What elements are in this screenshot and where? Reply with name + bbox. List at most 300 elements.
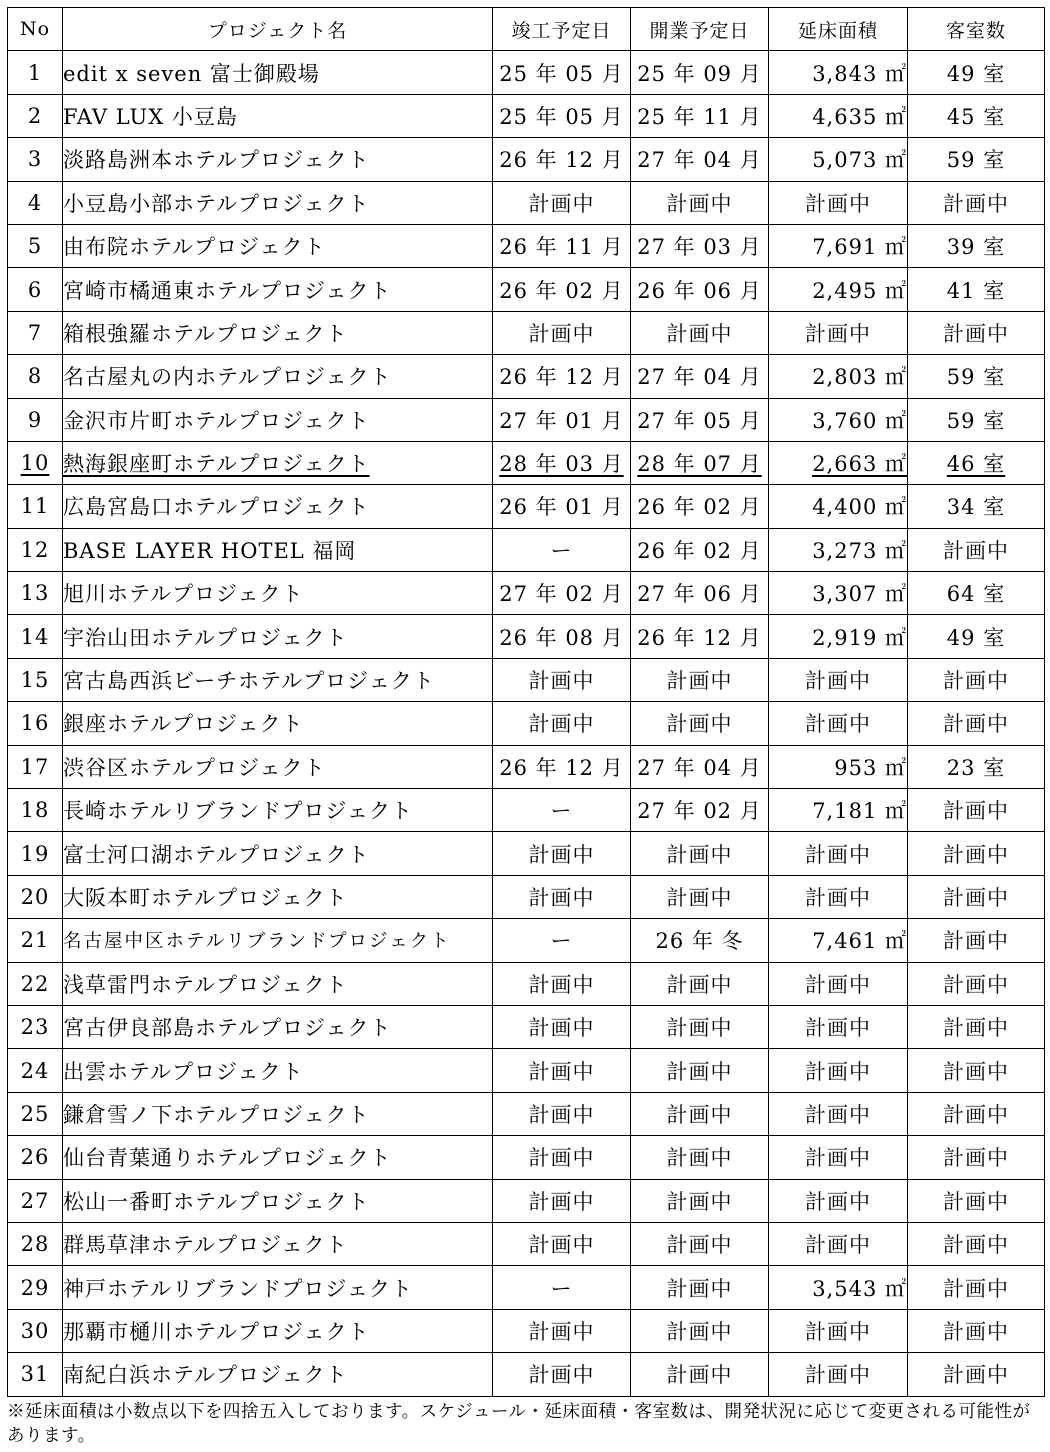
cell-room-count: 41 室 [908, 268, 1045, 311]
header-room-count: 客室数 [908, 8, 1045, 51]
cell-completion-date-text: 28 年 03 月 [499, 452, 624, 477]
floor-area-value: 計画中 [805, 1189, 871, 1214]
cell-no: 4 [8, 181, 63, 224]
floor-area-value: 計画中 [805, 1102, 871, 1127]
cell-no: 30 [8, 1309, 63, 1352]
cell-project-name: 宮古伊良部島ホテルプロジェクト [63, 1005, 493, 1048]
floor-area-value-wrap [805, 1060, 871, 1084]
cell-room-count: 計画中 [908, 1353, 1045, 1396]
cell-no: 17 [8, 745, 63, 788]
cell-no: 23 [8, 1005, 63, 1048]
cell-completion-date: 計画中 [493, 1049, 631, 1092]
cell-opening-date: 計画中 [631, 1179, 769, 1222]
table-row [8, 1353, 1045, 1396]
cell-project-name: 群馬草津ホテルプロジェクト [63, 1222, 493, 1265]
table-row [8, 268, 1045, 311]
cell-opening-date: 26 年 冬 [631, 919, 769, 962]
table-row [8, 441, 1045, 484]
floor-area-value: 2,919 [812, 625, 878, 650]
cell-project-name: 宮古島西浜ビーチホテルプロジェクト [63, 658, 493, 701]
square-meter-unit: ㎡ [885, 365, 907, 390]
floor-area-value-wrap [805, 1146, 871, 1170]
square-meter-unit: ㎡ [885, 625, 907, 650]
square-meter-unit: ㎡ [885, 278, 907, 303]
cell-room-count: 23 室 [908, 745, 1045, 788]
cell-completion-date: 25 年 05 月 [493, 51, 631, 94]
cell-completion-date: 計画中 [493, 832, 631, 875]
floor-area-value-wrap [812, 539, 907, 563]
cell-floor-area [769, 919, 908, 962]
floor-area-value: 計画中 [805, 669, 871, 694]
table-row [8, 181, 1045, 224]
table-row [8, 789, 1045, 832]
cell-project-name: 出雲ホテルプロジェクト [63, 1049, 493, 1092]
cell-floor-area [769, 572, 908, 615]
floor-area-value-wrap [805, 712, 871, 736]
floor-area-value: 計画中 [805, 1146, 871, 1171]
cell-opening-date: 26 年 02 月 [631, 485, 769, 528]
table-row [8, 1309, 1045, 1352]
floor-area-value: 計画中 [805, 972, 871, 997]
table-row [8, 919, 1045, 962]
cell-room-count: 計画中 [908, 1136, 1045, 1179]
cell-project-name: 由布院ホテルプロジェクト [63, 224, 493, 267]
cell-room-count: 計画中 [908, 1266, 1045, 1309]
cell-opening-date: 計画中 [631, 702, 769, 745]
cell-room-count: 49 室 [908, 51, 1045, 94]
floor-area-value-wrap [812, 235, 907, 259]
cell-completion-date: 計画中 [493, 1309, 631, 1352]
cell-opening-date: 計画中 [631, 1049, 769, 1092]
cell-project-name: 南紀白浜ホテルプロジェクト [63, 1353, 493, 1396]
cell-room-count: 計画中 [908, 919, 1045, 962]
table-row [8, 224, 1045, 267]
cell-opening-date: 計画中 [631, 1092, 769, 1135]
cell-no: 14 [8, 615, 63, 658]
table-row [8, 1222, 1045, 1265]
table-row [8, 1005, 1045, 1048]
floor-area-value: 計画中 [805, 712, 871, 737]
header-completion-date: 竣工予定日 [493, 8, 631, 51]
cell-project-name: 渋谷区ホテルプロジェクト [63, 745, 493, 788]
cell-project-name: 宮崎市橘通東ホテルプロジェクト [63, 268, 493, 311]
table-body [8, 51, 1045, 1396]
cell-completion-date: 計画中 [493, 1222, 631, 1265]
square-meter-unit: ㎡ [885, 1276, 907, 1301]
cell-opening-date: 計画中 [631, 1136, 769, 1179]
cell-opening-date: 27 年 05 月 [631, 398, 769, 441]
floor-area-value-wrap [812, 148, 907, 172]
cell-completion-date: 計画中 [493, 1005, 631, 1048]
cell-floor-area [769, 1266, 908, 1309]
cell-no: 20 [8, 875, 63, 918]
floor-area-value-wrap [805, 1233, 871, 1257]
floor-area-value-wrap [834, 756, 907, 780]
cell-opening-date: 25 年 11 月 [631, 94, 769, 137]
cell-opening-date: 27 年 02 月 [631, 789, 769, 832]
cell-floor-area [769, 789, 908, 832]
cell-floor-area [769, 1309, 908, 1352]
cell-completion-date: 計画中 [493, 962, 631, 1005]
cell-project-name: 箱根強羅ホテルプロジェクト [63, 311, 493, 354]
cell-completion-date: 計画中 [493, 875, 631, 918]
floor-area-value-wrap [805, 192, 871, 216]
cell-no: 24 [8, 1049, 63, 1092]
cell-project-name: 富士河口湖ホテルプロジェクト [63, 832, 493, 875]
cell-opening-date: 計画中 [631, 832, 769, 875]
cell-no: 9 [8, 398, 63, 441]
square-meter-unit: ㎡ [885, 582, 907, 607]
table-row [8, 1092, 1045, 1135]
cell-opening-date: 26 年 12 月 [631, 615, 769, 658]
square-meter-unit: ㎡ [885, 104, 907, 129]
floor-area-value-wrap [812, 495, 907, 519]
floor-area-value: 7,181 [812, 799, 878, 824]
cell-completion-date: 計画中 [493, 1179, 631, 1222]
cell-completion-date: 26 年 12 月 [493, 355, 631, 398]
floor-area-value: 計画中 [805, 1363, 871, 1388]
cell-floor-area [769, 268, 908, 311]
cell-project-name: 小豆島小部ホテルプロジェクト [63, 181, 493, 224]
cell-no: 31 [8, 1353, 63, 1396]
cell-opening-date: 計画中 [631, 181, 769, 224]
cell-floor-area [769, 1005, 908, 1048]
square-meter-unit: ㎡ [885, 235, 907, 260]
cell-no: 8 [8, 355, 63, 398]
cell-floor-area [769, 94, 908, 137]
cell-floor-area [769, 1353, 908, 1396]
square-meter-unit: ㎡ [885, 929, 907, 954]
cell-room-count: 計画中 [908, 875, 1045, 918]
floor-area-value: 計画中 [805, 1016, 871, 1041]
cell-completion-date: 27 年 01 月 [493, 398, 631, 441]
header-no: No [8, 8, 63, 51]
floor-area-value-wrap [812, 62, 907, 86]
floor-area-value-wrap [805, 1190, 871, 1214]
cell-project-name: 長崎ホテルリブランドプロジェクト [63, 789, 493, 832]
table-row [8, 615, 1045, 658]
cell-room-count: 59 室 [908, 355, 1045, 398]
cell-room-count: 計画中 [908, 528, 1045, 571]
floor-area-value-wrap [812, 279, 907, 303]
cell-opening-date: 27 年 04 月 [631, 745, 769, 788]
cell-no: 28 [8, 1222, 63, 1265]
floor-area-value-wrap [812, 1277, 907, 1301]
cell-room-count: 計画中 [908, 1049, 1045, 1092]
floor-area-value-wrap [805, 1016, 871, 1040]
cell-floor-area [769, 832, 908, 875]
cell-floor-area [769, 398, 908, 441]
floor-area-value: 3,843 [812, 61, 878, 86]
cell-room-count: 39 室 [908, 224, 1045, 267]
table-row [8, 485, 1045, 528]
cell-project-name: 松山一番町ホテルプロジェクト [63, 1179, 493, 1222]
floor-area-value: 計画中 [805, 842, 871, 867]
cell-floor-area [769, 441, 908, 484]
cell-no: 3 [8, 138, 63, 181]
floor-area-value: 計画中 [805, 1319, 871, 1344]
cell-room-count: 45 室 [908, 94, 1045, 137]
cell-opening-date: 27 年 04 月 [631, 138, 769, 181]
cell-project-name: 宇治山田ホテルプロジェクト [63, 615, 493, 658]
cell-floor-area [769, 702, 908, 745]
cell-project-name: 広島宮島口ホテルプロジェクト [63, 485, 493, 528]
cell-no: 1 [8, 51, 63, 94]
cell-room-count-text: 46 室 [946, 452, 1006, 477]
cell-completion-date: 25 年 05 月 [493, 94, 631, 137]
cell-opening-date: 25 年 09 月 [631, 51, 769, 94]
cell-no: 16 [8, 702, 63, 745]
floor-area-value-wrap [812, 626, 907, 650]
floor-area-value: 3,543 [812, 1276, 878, 1301]
cell-project-name: 金沢市片町ホテルプロジェクト [63, 398, 493, 441]
cell-room-count: 計画中 [908, 1309, 1045, 1352]
cell-room-count: 49 室 [908, 615, 1045, 658]
cell-no: 27 [8, 1179, 63, 1222]
cell-no: 19 [8, 832, 63, 875]
cell-opening-date: 26 年 02 月 [631, 528, 769, 571]
cell-project-name: 鎌倉雪ノ下ホテルプロジェクト [63, 1092, 493, 1135]
floor-area-value: 7,461 [812, 929, 878, 954]
cell-opening-date: 計画中 [631, 1353, 769, 1396]
cell-opening-date: 27 年 04 月 [631, 355, 769, 398]
cell-room-count: 計画中 [908, 702, 1045, 745]
table-row [8, 658, 1045, 701]
table-row [8, 1179, 1045, 1222]
floor-area-value-wrap [812, 409, 907, 433]
cell-floor-area [769, 181, 908, 224]
floor-area-value: 953 [834, 755, 878, 780]
cell-completion-date: ー [493, 919, 631, 962]
cell-room-count: 64 室 [908, 572, 1045, 615]
cell-project-name: 旭川ホテルプロジェクト [63, 572, 493, 615]
table-header-row [8, 8, 1045, 51]
header-opening-date: 開業予定日 [631, 8, 769, 51]
floor-area-value: 2,495 [812, 278, 878, 303]
floor-area-value-wrap [805, 1103, 871, 1127]
cell-opening-date [631, 441, 769, 484]
cell-project-name: 大阪本町ホテルプロジェクト [63, 875, 493, 918]
cell-floor-area [769, 528, 908, 571]
cell-room-count: 計画中 [908, 1005, 1045, 1048]
header-floor-area: 延床面積 [769, 8, 908, 51]
cell-project-name: BASE LAYER HOTEL 福岡 [63, 528, 493, 571]
cell-floor-area [769, 311, 908, 354]
header-project-name: プロジェクト名 [63, 8, 493, 51]
cell-opening-date: 27 年 03 月 [631, 224, 769, 267]
square-meter-unit: ㎡ [885, 755, 907, 780]
cell-opening-date-text: 28 年 07 月 [637, 452, 762, 477]
cell-opening-date: 27 年 06 月 [631, 572, 769, 615]
floor-area-value-wrap [812, 582, 907, 606]
cell-no: 18 [8, 789, 63, 832]
floor-area-value: 計画中 [805, 886, 871, 910]
cell-room-count: 59 室 [908, 138, 1045, 181]
floor-area-value-wrap [805, 1320, 871, 1344]
floor-area-value-wrap [812, 105, 907, 129]
cell-floor-area [769, 745, 908, 788]
table-row [8, 572, 1045, 615]
floor-area-value-wrap [805, 1363, 871, 1387]
square-meter-unit: ㎡ [885, 799, 907, 824]
cell-opening-date: 計画中 [631, 311, 769, 354]
cell-project-name: 銀座ホテルプロジェクト [63, 702, 493, 745]
floor-area-value: 3,273 [812, 538, 878, 563]
cell-no: 21 [8, 919, 63, 962]
hotel-project-table [7, 7, 1045, 1397]
table-row [8, 94, 1045, 137]
cell-floor-area [769, 658, 908, 701]
floor-area-value: 計画中 [805, 321, 871, 346]
table-row [8, 51, 1045, 94]
cell-opening-date: 計画中 [631, 658, 769, 701]
table-row [8, 311, 1045, 354]
cell-completion-date: 計画中 [493, 658, 631, 701]
table-row [8, 702, 1045, 745]
square-meter-unit: ㎡ [885, 61, 907, 86]
cell-floor-area [769, 615, 908, 658]
cell-completion-date: 計画中 [493, 1092, 631, 1135]
cell-completion-date: 26 年 12 月 [493, 138, 631, 181]
cell-floor-area [769, 1092, 908, 1135]
cell-project-name: 淡路島洲本ホテルプロジェクト [63, 138, 493, 181]
cell-floor-area [769, 138, 908, 181]
cell-room-count: 計画中 [908, 311, 1045, 354]
cell-project-name-text: 熱海銀座町ホテルプロジェクト [63, 452, 370, 477]
floor-area-value: 3,307 [812, 582, 878, 607]
cell-no: 11 [8, 485, 63, 528]
cell-project-name: 名古屋中区ホテルリブランドプロジェクト [63, 919, 493, 962]
cell-no: 29 [8, 1266, 63, 1309]
cell-completion-date: 計画中 [493, 1136, 631, 1179]
floor-area-value: 計画中 [805, 191, 871, 216]
cell-no: 25 [8, 1092, 63, 1135]
cell-no [8, 441, 63, 484]
cell-completion-date: 計画中 [493, 181, 631, 224]
floor-area-value-wrap [812, 452, 907, 476]
table-row [8, 138, 1045, 181]
cell-opening-date: 計画中 [631, 875, 769, 918]
floor-area-value: 5,073 [812, 148, 878, 173]
floor-area-value: 7,691 [812, 235, 878, 260]
cell-room-count: 計画中 [908, 1179, 1045, 1222]
footnote: ※延床面積は小数点以下を四捨五入しております。スケジュール・延床面積・客室数は、開発状況に応じて変更される可能性があります。 [7, 1402, 1031, 1446]
square-meter-unit: ㎡ [885, 148, 907, 173]
table-row [8, 1049, 1045, 1092]
cell-room-count: 計画中 [908, 832, 1045, 875]
floor-area-value-wrap [805, 669, 871, 693]
square-meter-unit: ㎡ [885, 495, 907, 520]
cell-project-name: 名古屋丸の内ホテルプロジェクト [63, 355, 493, 398]
cell-project-name: 那覇市樋川ホテルプロジェクト [63, 1309, 493, 1352]
floor-area-value: 計画中 [805, 1233, 871, 1258]
table-row [8, 355, 1045, 398]
table-row [8, 1136, 1045, 1179]
cell-floor-area [769, 1136, 908, 1179]
cell-floor-area [769, 962, 908, 1005]
cell-completion-date: ー [493, 789, 631, 832]
cell-no: 12 [8, 528, 63, 571]
cell-completion-date: ー [493, 1266, 631, 1309]
cell-completion-date: 26 年 02 月 [493, 268, 631, 311]
cell-floor-area [769, 1222, 908, 1265]
cell-floor-area [769, 355, 908, 398]
table-row [8, 528, 1045, 571]
cell-floor-area [769, 485, 908, 528]
cell-completion-date: 26 年 11 月 [493, 224, 631, 267]
cell-floor-area [769, 51, 908, 94]
cell-project-name: 神戸ホテルリブランドプロジェクト [63, 1266, 493, 1309]
table-row [8, 398, 1045, 441]
cell-opening-date: 計画中 [631, 1266, 769, 1309]
cell-no-text: 10 [20, 451, 50, 476]
cell-opening-date: 計画中 [631, 962, 769, 1005]
table-row [8, 962, 1045, 1005]
cell-room-count [908, 441, 1045, 484]
cell-room-count: 計画中 [908, 1222, 1045, 1265]
table-row [8, 832, 1045, 875]
cell-no: 6 [8, 268, 63, 311]
cell-completion-date: ー [493, 528, 631, 571]
table-row [8, 745, 1045, 788]
cell-project-name: 仙台青葉通りホテルプロジェクト [63, 1136, 493, 1179]
square-meter-unit: ㎡ [885, 538, 907, 563]
cell-opening-date: 計画中 [631, 1309, 769, 1352]
cell-room-count: 計画中 [908, 181, 1045, 224]
cell-floor-area [769, 224, 908, 267]
cell-room-count: 計画中 [908, 789, 1045, 832]
cell-no: 15 [8, 658, 63, 701]
square-meter-unit: ㎡ [885, 408, 907, 433]
cell-completion-date: 26 年 12 月 [493, 745, 631, 788]
cell-project-name: FAV LUX 小豆島 [63, 94, 493, 137]
cell-completion-date: 26 年 08 月 [493, 615, 631, 658]
floor-area-value: 計画中 [805, 1059, 871, 1084]
floor-area-value-wrap [805, 886, 871, 910]
cell-no: 2 [8, 94, 63, 137]
cell-project-name [63, 441, 493, 484]
cell-room-count: 計画中 [908, 658, 1045, 701]
cell-project-name: edit x seven 富士御殿場 [63, 51, 493, 94]
cell-opening-date: 計画中 [631, 1005, 769, 1048]
cell-completion-date: 26 年 01 月 [493, 485, 631, 528]
floor-area-value: 4,400 [812, 495, 878, 520]
cell-opening-date: 計画中 [631, 1222, 769, 1265]
cell-completion-date: 計画中 [493, 702, 631, 745]
floor-area-value: 3,760 [812, 408, 878, 433]
floor-area-value-wrap [812, 929, 907, 953]
cell-no: 22 [8, 962, 63, 1005]
square-meter-unit: ㎡ [885, 452, 907, 477]
table-row [8, 875, 1045, 918]
floor-area-value: 4,635 [812, 104, 878, 129]
cell-project-name: 浅草雷門ホテルプロジェクト [63, 962, 493, 1005]
floor-area-value-wrap [805, 322, 871, 346]
cell-no: 7 [8, 311, 63, 354]
floor-area-value-wrap [805, 843, 871, 867]
cell-floor-area [769, 1049, 908, 1092]
cell-completion-date: 計画中 [493, 1353, 631, 1396]
floor-area-value: 2,803 [812, 365, 878, 390]
cell-room-count: 計画中 [908, 1092, 1045, 1135]
floor-area-value-wrap [812, 799, 907, 823]
cell-room-count: 59 室 [908, 398, 1045, 441]
floor-area-value: 2,663 [812, 452, 878, 477]
cell-floor-area [769, 875, 908, 918]
cell-no: 5 [8, 224, 63, 267]
cell-no: 26 [8, 1136, 63, 1179]
floor-area-value-wrap [805, 973, 871, 997]
